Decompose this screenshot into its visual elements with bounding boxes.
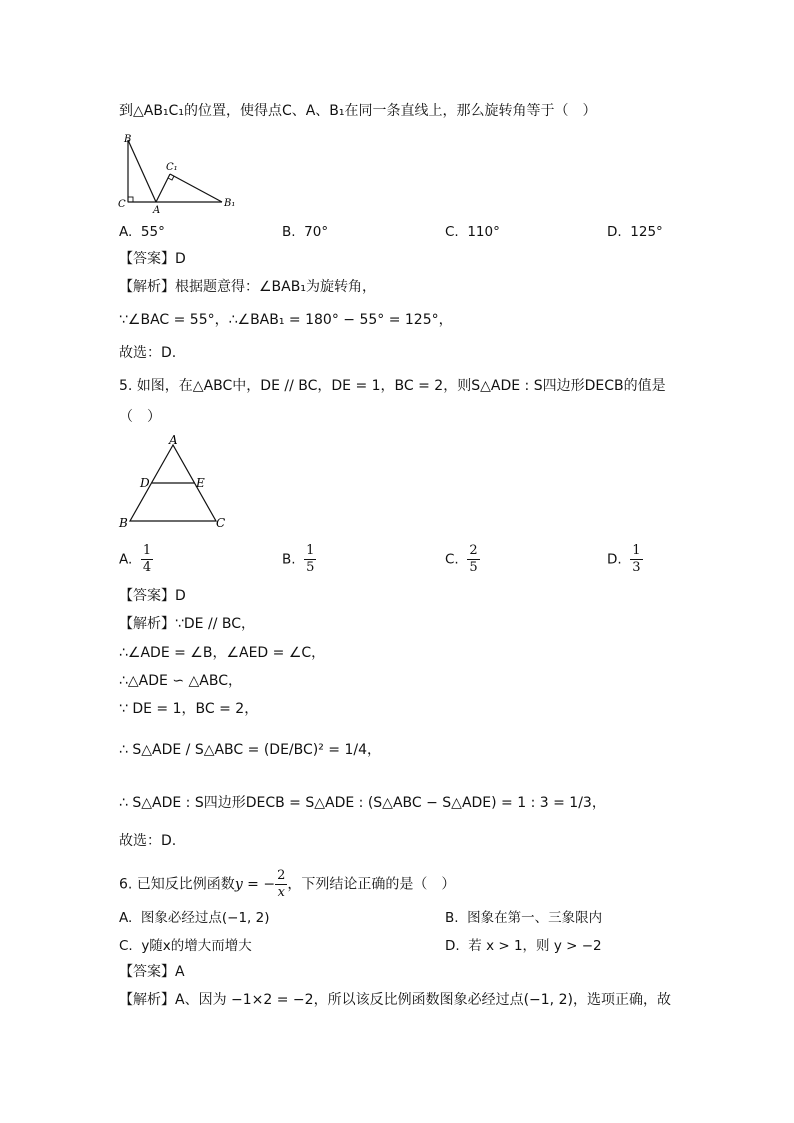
q4-analysis-1: 【解析】根据题意得：∠BAB₁为旋转角， [119,279,376,295]
q6-option-c: C. y随x的增大而增大 [119,938,252,954]
fig-label-b: B [124,134,132,145]
q5-analysis-2: ∴∠ADE = ∠B，∠AED = ∠C， [119,645,326,661]
fig-label-e: E [196,476,205,490]
q6-option-d: D. 若 x > 1，则 y > −2 [445,938,602,954]
q4-option-b: B. 70° [282,224,329,240]
q4-stem: 到△AB₁C₁的位置，使得点C、A、B₁在同一条直线上，那么旋转角等于（ ） [119,103,597,119]
q5-analysis-6: ∴ S△ADE : S四边形DECB = S△ADE : (S△ABC − S△ADE) = 1 : 3 = 1/3， [119,795,606,811]
q5-analysis-5: ∴ S△ADE / S△ABC = (DE/BC)² = 1/4， [119,742,382,758]
q5-option-d: D. $\frac{1}{3}$ [607,543,641,575]
q5-analysis-1: 【解析】∵DE // BC， [119,616,256,632]
q6-option-b: B. 图象在第一、三象限内 [445,910,603,926]
fig-label-b1: B₁ [224,198,236,209]
fig-label-b: B [119,516,128,530]
q4-analysis-3: 故选：D. [119,345,177,361]
q5-option-c: C. $\frac{2}{5}$ [445,543,478,575]
fig-label-a: A [153,205,161,214]
q6-stem: 6. 已知反比例函数y = − $\frac{2}{x}$ ，下列结论正确的是（ ） [119,868,456,900]
q6-answer: 【答案】A [119,964,185,980]
q4-figure [113,132,243,214]
q4-option-c: C. 110° [445,224,500,240]
q5-analysis-4: ∵ DE = 1，BC = 2， [119,701,259,717]
fig-label-c: C [216,516,226,530]
fig-label-a: A [169,433,178,447]
fig-label-c: C [118,199,126,210]
q5-answer: 【答案】D [119,588,186,604]
q5-analysis-3: ∴△ADE ∽ △ABC， [119,673,242,689]
q5-stem: 5. 如图，在△ABC中，DE // BC，DE = 1，BC = 2，则S△ADE : S四边形DECB的值是 [119,378,666,394]
q5-analysis-7: 故选：D. [119,833,177,849]
q4-option-a: A. 55° [119,224,165,240]
q6-option-a: A. 图象必经过点(−1, 2) [119,910,270,926]
q4-answer: 【答案】D [119,251,186,267]
fig-label-d: D [140,476,150,490]
q6-analysis: 【解析】A、因为 −1×2 = −2，所以该反比例函数图象必经过点(−1, 2)，选项正确，故 [119,992,671,1008]
q5-option-b: B. $\frac{1}{5}$ [282,543,315,575]
q5-option-a: A. $\frac{1}{4}$ [119,543,152,575]
q5-figure [115,433,235,533]
fig-label-c1: C₁ [166,162,178,173]
q5-paren: （ ） [119,409,161,425]
q4-analysis-2: ∵∠BAC = 55°，∴∠BAB₁ = 180° − 55° = 125°， [119,312,453,328]
q4-option-d: D. 125° [607,224,663,240]
